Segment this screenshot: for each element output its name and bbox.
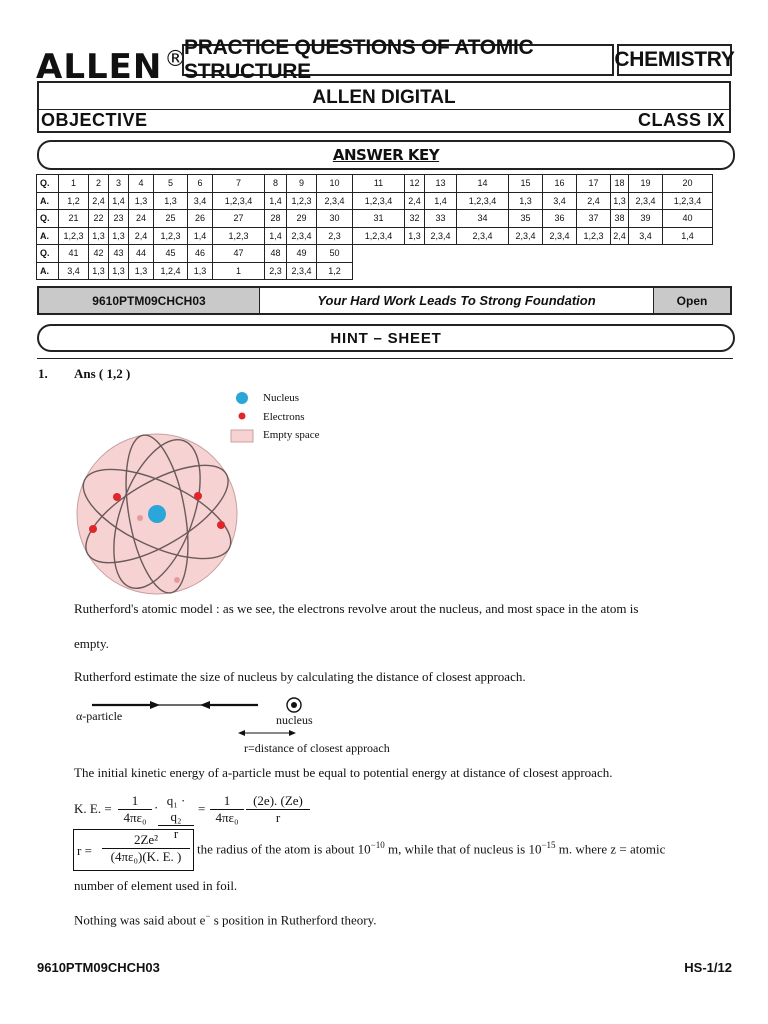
empty-cell	[663, 245, 713, 263]
answer-cell: 1	[213, 262, 265, 280]
answer-cell: 1,4	[188, 227, 213, 245]
empty-cell	[457, 262, 509, 280]
question-number-cell: 12	[405, 175, 425, 193]
question-number-cell: 1	[59, 175, 89, 193]
class-label: CLASS IX	[637, 110, 725, 130]
question-number-cell: 39	[629, 210, 663, 228]
question-number-cell: 18	[611, 175, 629, 193]
answer-cell: 1,3	[154, 192, 188, 210]
answer-cell: 1,2,3,4	[213, 192, 265, 210]
eq-dot: ·	[154, 800, 159, 815]
level-label: OBJECTIVE	[41, 110, 148, 130]
question-number-cell: 46	[188, 245, 213, 263]
answer-row-label: A.	[37, 262, 59, 280]
answer-cell: 2,4	[611, 227, 629, 245]
fraction: $\frac{(2e). (Ze)}{r}$	[246, 793, 310, 826]
question-number-cell: 29	[287, 210, 317, 228]
question-row-label: Q.	[37, 245, 59, 263]
empty-space-legend-swatch	[231, 430, 253, 442]
question-number-cell: 8	[265, 175, 287, 193]
question-row-label: Q.	[37, 210, 59, 228]
question-number-cell: 3	[109, 175, 129, 193]
empty-cell	[663, 262, 713, 280]
answer-cell: 1,2,3	[154, 227, 188, 245]
question-answer: Ans ( 1,2 )	[74, 366, 131, 381]
question-number-cell: 33	[425, 210, 457, 228]
question-number-cell: 50	[317, 245, 353, 263]
electron-dot	[89, 525, 97, 533]
answer-cell: 2,3,4	[543, 227, 577, 245]
radius-formula-box	[73, 829, 194, 871]
question-number-cell: 40	[663, 210, 713, 228]
empty-cell	[543, 262, 577, 280]
answer-row	[37, 227, 713, 245]
answer-cell: 1,3	[509, 192, 543, 210]
question-row	[37, 175, 713, 193]
answer-cell: 1,2	[317, 262, 353, 280]
answer-cell: 1,2,3,4	[457, 192, 509, 210]
answer-cell: 2,3,4	[509, 227, 543, 245]
empty-cell	[611, 262, 629, 280]
answer-cell: 1,4	[663, 227, 713, 245]
eq-equals: =	[198, 801, 206, 816]
empty-cell	[509, 245, 543, 263]
question-row	[37, 245, 713, 263]
paragraph: number of element used in foil.	[74, 878, 238, 893]
nucleus-legend-swatch	[236, 392, 248, 404]
nucleus-dot	[148, 505, 166, 523]
question-number-cell: 32	[405, 210, 425, 228]
empty-cell	[353, 245, 405, 263]
paragraph: The initial kinetic energy of a-particle must be equal to potential energy at distance of closest approach.	[74, 765, 613, 780]
answer-cell: 1,2,3	[577, 227, 611, 245]
question-number-cell: 11	[353, 175, 405, 193]
question-number-cell: 14	[457, 175, 509, 193]
question-number-cell: 9	[287, 175, 317, 193]
answer-cell: 1,2,3,4	[353, 227, 405, 245]
answer-cell: 2,4	[89, 192, 109, 210]
question-number-cell: 31	[353, 210, 405, 228]
answer-cell: 1,3	[109, 227, 129, 245]
electron-dot	[137, 515, 143, 521]
question-number-cell: 44	[129, 245, 154, 263]
answer-cell: 1,3	[188, 262, 213, 280]
empty-cell	[353, 262, 405, 280]
atom-model-figure	[70, 385, 350, 595]
answer-cell: 2,4	[405, 192, 425, 210]
answer-key-header	[37, 140, 735, 170]
question-number-cell: 47	[213, 245, 265, 263]
paragraph: empty.	[74, 636, 109, 651]
question-number-cell: 22	[89, 210, 109, 228]
allen-logo: ALLEN®	[36, 47, 188, 87]
answer-cell: 1,2,3	[59, 227, 89, 245]
question-number-cell: 34	[457, 210, 509, 228]
answer-cell: 1,3	[129, 262, 154, 280]
answer-cell: 3,4	[543, 192, 577, 210]
answer-cell: 1,4	[425, 192, 457, 210]
question-number-cell: 48	[265, 245, 287, 263]
answer-row	[37, 192, 713, 210]
fraction: $\frac{1}{\text{4πε₀}}$	[118, 793, 152, 826]
nucleus-label: nucleus	[276, 713, 313, 727]
question-number-cell: 15	[509, 175, 543, 193]
fraction: $\frac{1}{\text{4πε₀}}$	[210, 793, 244, 826]
question-number-cell: 37	[577, 210, 611, 228]
electron-dot	[174, 577, 180, 583]
hint-sheet-title: HINT – SHEET	[330, 329, 442, 347]
answer-cell: 1,3	[89, 227, 109, 245]
question-number-cell: 36	[543, 210, 577, 228]
paragraph: Rutherford's atomic model : as we see, the electrons revolve arout the nucleus, and most space in the atom is	[74, 601, 639, 616]
answer-cell: 1,2,4	[154, 262, 188, 280]
distance-label: r=distance of closest approach	[244, 741, 390, 755]
answer-cell: 1,2,3	[287, 192, 317, 210]
empty-cell	[577, 245, 611, 263]
question-number-cell: 41	[59, 245, 89, 263]
electron-legend-swatch	[239, 413, 246, 420]
answer-row-label: A.	[37, 192, 59, 210]
empty-cell	[629, 262, 663, 280]
answer-row	[37, 262, 713, 280]
empty-cell	[425, 245, 457, 263]
paragraph: Rutherford estimate the size of nucleus by calculating the distance of closest approach.	[74, 669, 526, 684]
question-number-cell: 13	[425, 175, 457, 193]
electron-dot	[194, 492, 202, 500]
subject-label: CHEMISTRY	[617, 44, 732, 76]
legend-nucleus: Nucleus	[263, 392, 300, 404]
legend-empty-space: Empty space	[263, 429, 320, 441]
answer-cell: 2,3,4	[317, 192, 353, 210]
answer-cell: 2,3,4	[425, 227, 457, 245]
answer-cell: 1,3	[89, 262, 109, 280]
answer-cell: 3,4	[59, 262, 89, 280]
paper-code: 9610PTM09CHCH03	[39, 288, 260, 313]
electron-dot	[217, 521, 225, 529]
question-number-cell: 19	[629, 175, 663, 193]
answer-cell: 1,3	[405, 227, 425, 245]
empty-cell	[405, 245, 425, 263]
answer-cell: 2,4	[129, 227, 154, 245]
question-number-cell: 6	[188, 175, 213, 193]
question-number-cell: 26	[188, 210, 213, 228]
legend-electrons: Electrons	[263, 411, 305, 423]
motto: Your Hard Work Leads To Strong Foundation	[317, 293, 596, 308]
question-number-cell: 17	[577, 175, 611, 193]
answer-cell: 1,2,3,4	[353, 192, 405, 210]
question-number-cell: 27	[213, 210, 265, 228]
empty-cell	[509, 262, 543, 280]
answer-cell: 1,4	[109, 192, 129, 210]
footer-code: 9610PTM09CHCH03	[37, 960, 160, 975]
program-title: ALLEN DIGITAL	[312, 87, 456, 108]
question-number-cell: 25	[154, 210, 188, 228]
answer-cell: 1,2	[59, 192, 89, 210]
page-title: PRACTICE QUESTIONS OF ATOMIC STRUCTURE	[182, 44, 614, 76]
answer-cell: 2,3	[317, 227, 353, 245]
question-number-cell: 7	[213, 175, 265, 193]
answer-cell: 1,4	[265, 227, 287, 245]
fraction: $\frac{\text{2Ze²}}{\text{(4πε₀)(K. E. )}}$	[102, 832, 190, 865]
empty-cell	[457, 245, 509, 263]
question-number-cell: 30	[317, 210, 353, 228]
question-number-cell: 42	[89, 245, 109, 263]
question-number-cell: 28	[265, 210, 287, 228]
divider	[37, 358, 733, 359]
question-number-cell: 10	[317, 175, 353, 193]
empty-cell	[629, 245, 663, 263]
info-band	[37, 286, 732, 315]
answer-cell: 3,4	[629, 227, 663, 245]
question-number-cell: 49	[287, 245, 317, 263]
paragraph: the radius of the atom is about $10^{-10}$ m, while that of nucleus is $10^{-15}$ m. where z = atomic	[197, 840, 666, 857]
answer-cell: 1,2,3	[213, 227, 265, 245]
empty-cell	[611, 245, 629, 263]
answer-cell: 1,2,3,4	[663, 192, 713, 210]
answer-cell: 2,3,4	[629, 192, 663, 210]
question-number-cell: 4	[129, 175, 154, 193]
eq-ke-lhs: K. E. =	[74, 801, 112, 816]
question-row	[37, 210, 713, 228]
answer-cell: 1,3	[129, 192, 154, 210]
fraction: $\frac{\text{q₁ · q₂}}{r}$	[158, 793, 194, 842]
question-number-cell: 16	[543, 175, 577, 193]
eq-r-lhs: r =	[77, 843, 92, 858]
answer-cell: 3,4	[188, 192, 213, 210]
question-number-cell: 23	[109, 210, 129, 228]
question-number-cell: 20	[663, 175, 713, 193]
question-number-cell: 43	[109, 245, 129, 263]
answer-row-label: A.	[37, 227, 59, 245]
question-number-cell: 2	[89, 175, 109, 193]
question-number-cell: 5	[154, 175, 188, 193]
question-number-cell: 21	[59, 210, 89, 228]
question-number: 1.	[38, 366, 48, 381]
page-number: HS-1/12	[684, 960, 732, 975]
question-number-cell: 35	[509, 210, 543, 228]
answer-cell: 2,3,4	[287, 227, 317, 245]
answer-key-table	[36, 174, 713, 280]
program-box	[37, 81, 731, 133]
question-number-cell: 24	[129, 210, 154, 228]
empty-cell	[577, 262, 611, 280]
alpha-particle-label: α-particle	[76, 709, 123, 723]
question-number-cell: 45	[154, 245, 188, 263]
answer-cell: 2,4	[577, 192, 611, 210]
electron-dot	[113, 493, 121, 501]
empty-cell	[405, 262, 425, 280]
status-badge: Open	[653, 288, 730, 313]
answer-cell: 2,3,4	[457, 227, 509, 245]
answer-cell: 2,3	[265, 262, 287, 280]
answer-cell: 1,3	[611, 192, 629, 210]
answer-cell: 1,3	[109, 262, 129, 280]
empty-cell	[543, 245, 577, 263]
empty-cell	[425, 262, 457, 280]
question-row-label: Q.	[37, 175, 59, 193]
answer-cell: 2,3,4	[287, 262, 317, 280]
answer-key-title: ANSWER KEY	[332, 146, 440, 164]
answer-cell: 1,4	[265, 192, 287, 210]
question-number-cell: 38	[611, 210, 629, 228]
paragraph: Nothing was said about e− s position in Rutherford theory.	[74, 911, 377, 928]
hint-sheet-header	[37, 324, 735, 352]
